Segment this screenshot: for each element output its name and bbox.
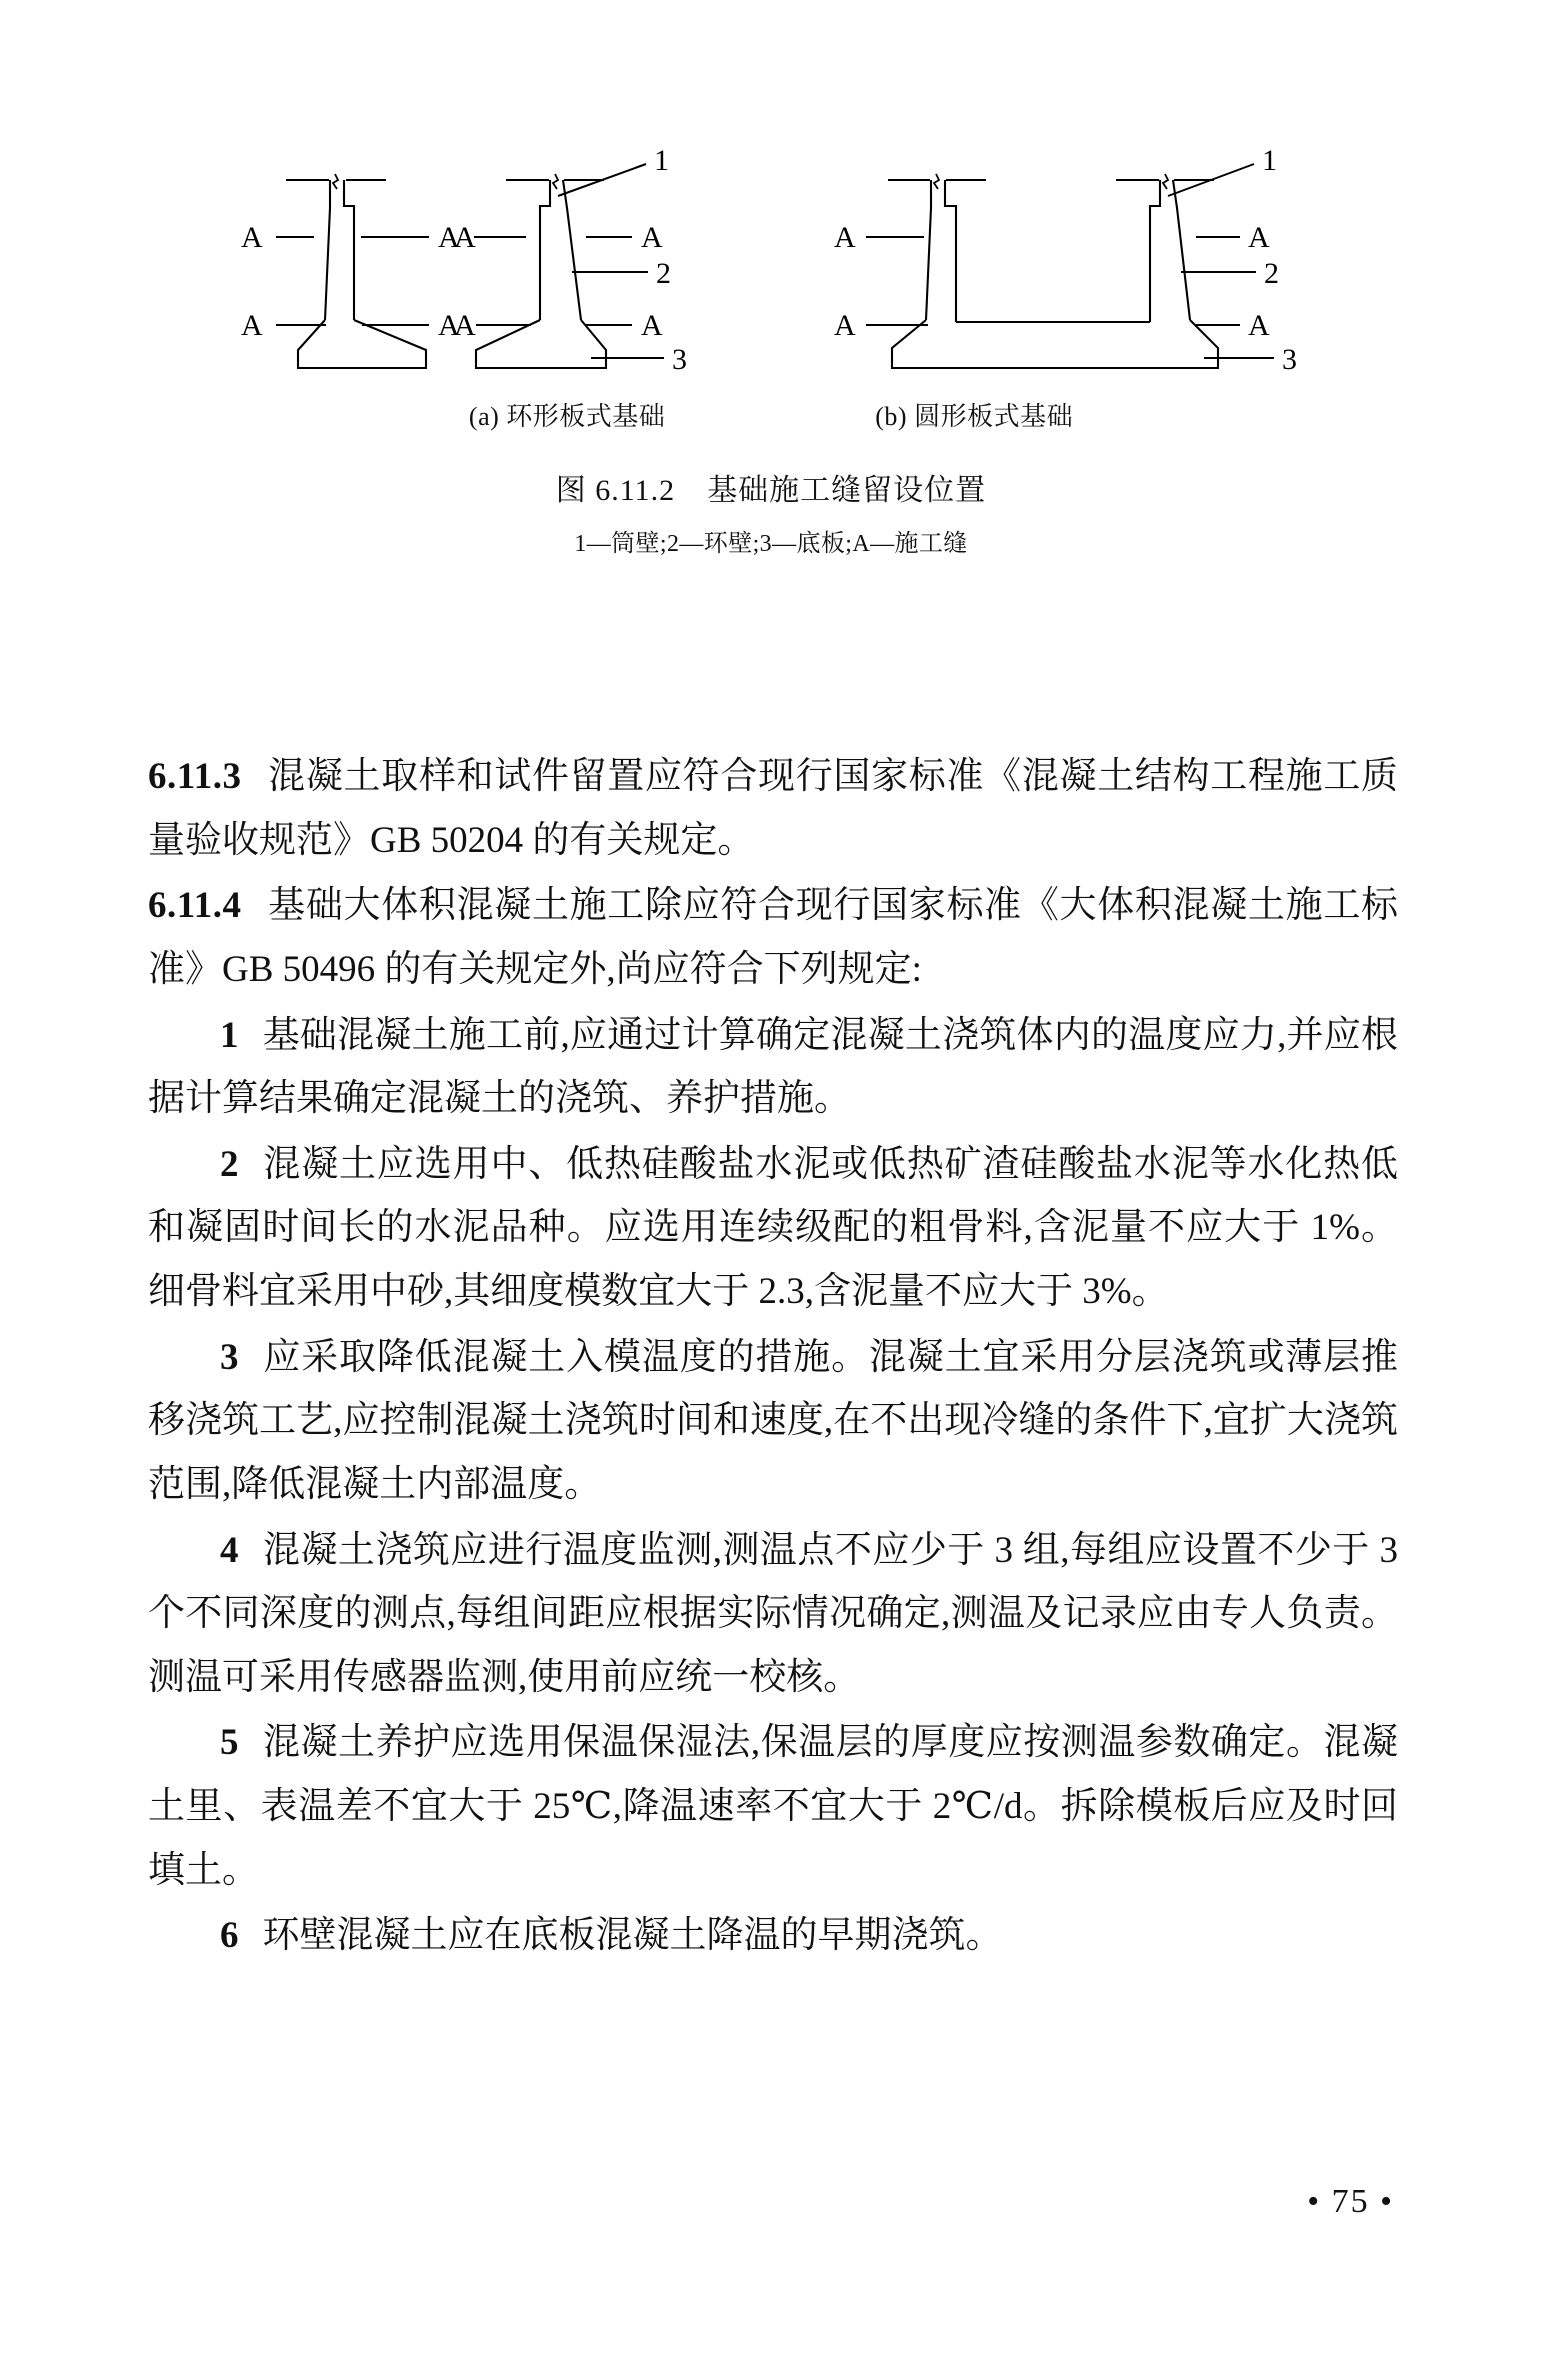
clause-number: 6.11.3: [148, 756, 242, 797]
item-text: 混凝土养护应选用保温保湿法,保温层的厚度应按测温参数确定。混凝土里、表温差不宜大于 25℃,降温速率不宜大于 2℃/d。拆除模板后应及时回填土。: [148, 1722, 1398, 1891]
clause-number: 6.11.4: [148, 885, 242, 927]
list-item: [148, 1004, 1398, 1131]
list-item: [148, 1711, 1398, 1902]
clause-text: 基础大体积混凝土施工除应符合现行国家标准《大体积混凝土施工标准》GB 50496 的有关规定外,尚应符合下列规定:: [148, 885, 1398, 990]
figure-diagrams-row: [0, 150, 1542, 380]
joint-label-A: A: [1248, 221, 1270, 254]
callout-1-cylinder-wall: 1: [1262, 150, 1277, 177]
item-number: 4: [220, 1529, 239, 1571]
clause-6-11-4: [148, 874, 1398, 1001]
list-item: [148, 1326, 1398, 1517]
figure-title: [0, 465, 1542, 509]
joint-label-A: A: [438, 309, 460, 342]
item-number: 6: [220, 1915, 239, 1957]
clause-text: 混凝土取样和试件留置应符合现行国家标准《混凝土结构工程施工质量验收规范》GB 50204 的有关规定。: [148, 756, 1398, 861]
item-text: 基础混凝土施工前,应通过计算确定混凝土浇筑体内的温度应力,并应根据计算结果确定混凝土的浇筑、养护措施。: [148, 1014, 1398, 1120]
list-item: [148, 1133, 1398, 1324]
callout-1-cylinder-wall: 1: [654, 150, 669, 177]
subcaption-a: (a) 环形板式基础: [468, 402, 666, 431]
item-text: 混凝土应选用中、低热硅酸盐水泥或低热矿渣硅酸盐水泥等水化热低和凝固时间长的水泥品种。应选用连续级配的粗骨料,含泥量不应大于 1%。细骨料宜采用中砂,其细度模数宜大于 2.3,含泥量不应大于 3%。: [148, 1143, 1398, 1312]
callout-2-ring-wall: 2: [656, 257, 671, 290]
page-number: • 75 •: [1307, 2183, 1394, 2220]
joint-label-A: A: [241, 309, 263, 342]
clause-6-11-3: [148, 745, 1398, 872]
item-text: 环壁混凝土应在底板混凝土降温的早期浇筑。: [262, 1915, 1003, 1957]
diagram-a-right-labels: [454, 150, 687, 376]
diagram-a-left-labels: [241, 221, 460, 342]
item-text: 混凝土浇筑应进行温度监测,测温点不应少于 3 组,每组应设置不少于 3 个不同深度的测点,每组间距应根据实际情况确定,测温及记录应由专人负责。测温可采用传感器监测,使用前应统一校核。: [148, 1529, 1398, 1698]
joint-label-A: A: [438, 221, 460, 254]
diagram-annular-plate-foundation: [186, 150, 786, 380]
joint-label-A: A: [641, 309, 663, 342]
callout-3-base-slab: 3: [1282, 343, 1297, 376]
joint-label-A: A: [1248, 309, 1270, 342]
list-item: [148, 1519, 1398, 1710]
item-number: 5: [220, 1722, 239, 1764]
joint-label-A: A: [641, 221, 663, 254]
joint-label-A: A: [834, 309, 856, 342]
figure-number: 图 6.11.2: [555, 474, 676, 507]
joint-label-A: A: [834, 221, 856, 254]
item-number: 2: [220, 1143, 239, 1185]
figure-6-11-2: [0, 150, 1542, 558]
figure-subcaptions: [0, 396, 1542, 433]
subcaption-b: (b) 圆形板式基础: [875, 402, 1074, 431]
joint-label-A: A: [454, 309, 476, 342]
diagram-circular-plate-foundation: [826, 150, 1356, 380]
item-number: 3: [220, 1336, 239, 1378]
callout-2-ring-wall: 2: [1264, 257, 1279, 290]
figure-legend: 1—筒壁;2—环壁;3—底板;A—施工缝: [574, 531, 968, 557]
diagram-b-labels: [834, 150, 1297, 376]
callout-3-base-slab: 3: [672, 343, 687, 376]
joint-label-A: A: [454, 221, 476, 254]
joint-label-A: A: [241, 221, 263, 254]
item-number: 1: [220, 1014, 239, 1056]
item-text: 应采取降低混凝土入模温度的措施。混凝土宜采用分层浇筑或薄层推移浇筑工艺,应控制混凝土浇筑时间和速度,在不出现冷缝的条件下,宜扩大浇筑范围,降低混凝土内部温度。: [148, 1336, 1398, 1505]
body-text: [148, 745, 1398, 1970]
list-item: [148, 1904, 1398, 1968]
figure-name: 基础施工缝留设位置: [707, 474, 987, 507]
